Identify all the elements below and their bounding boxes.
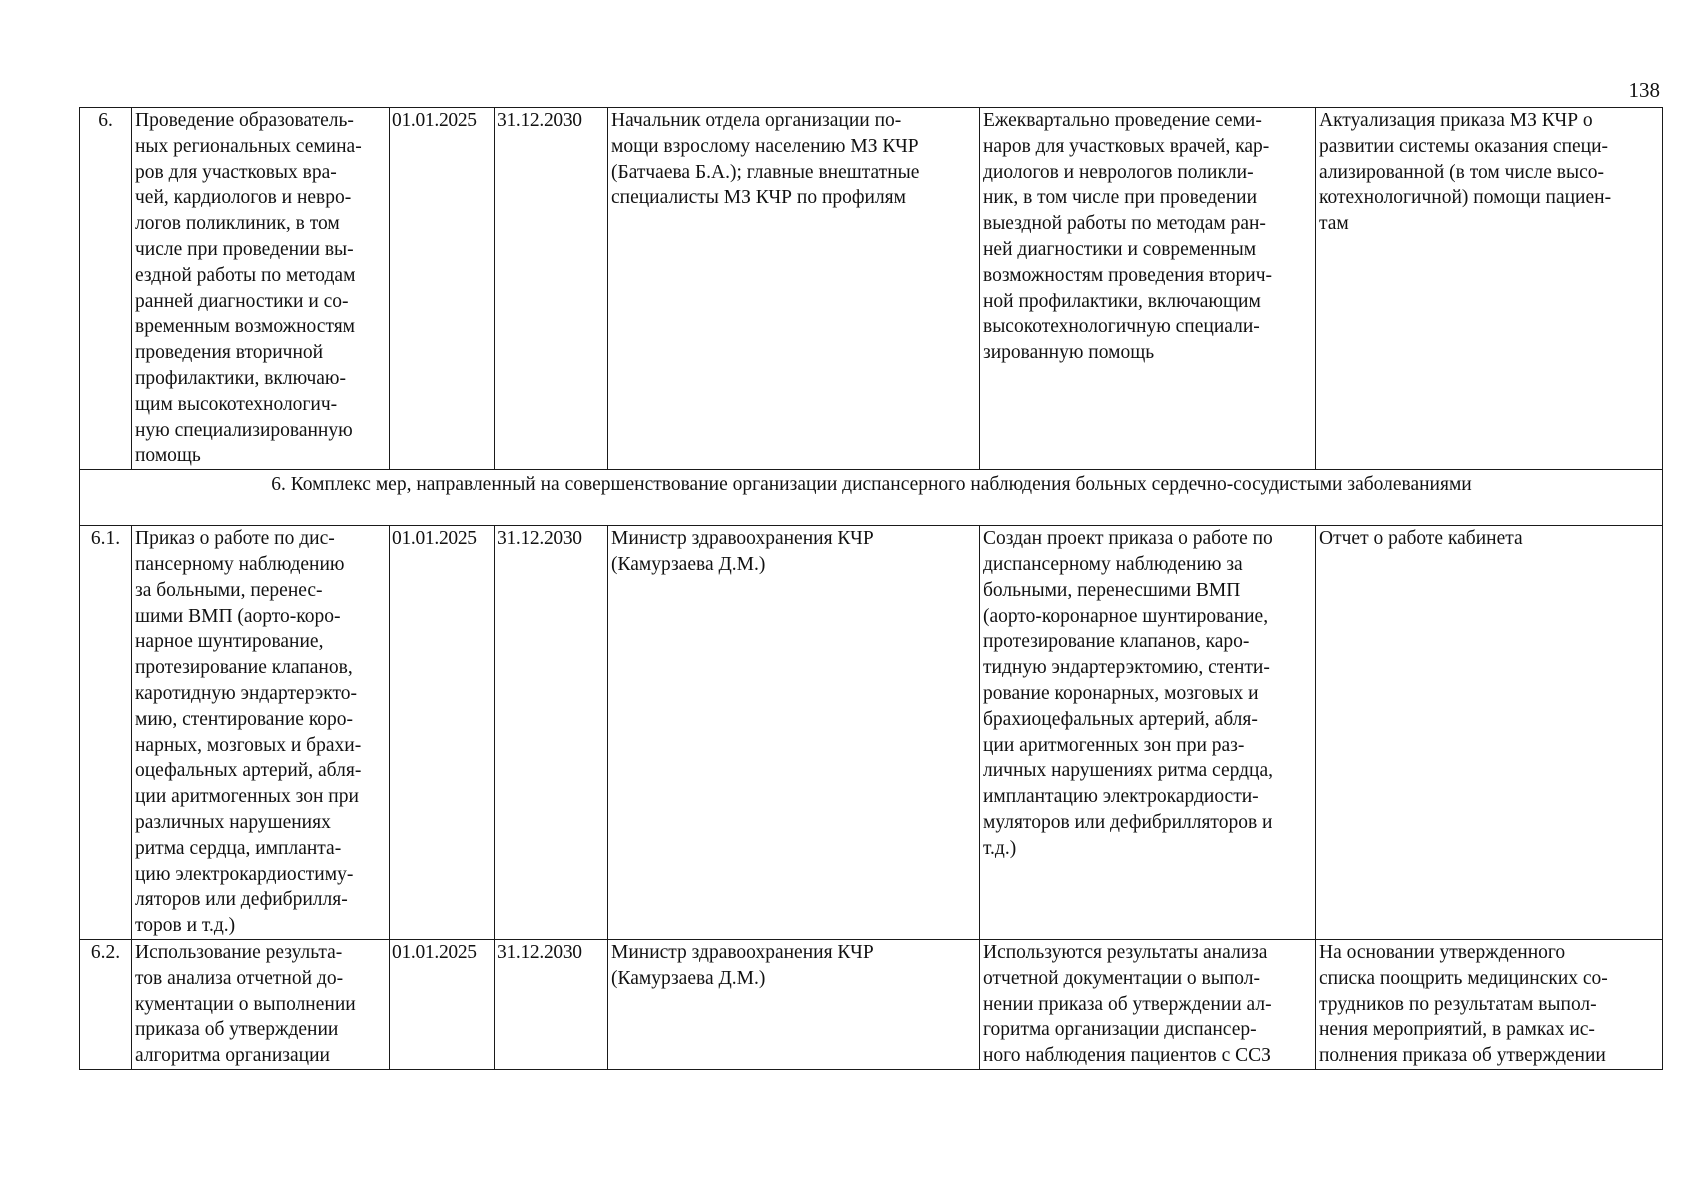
table-row — [80, 526, 1663, 940]
end-date-cell: 31.12.2030 — [495, 108, 608, 470]
table-row — [80, 108, 1663, 470]
activity-cell: Использование результа- тов анализа отчетной до- кументации о выполнении приказа об утверждении алгоритма организации — [132, 939, 390, 1069]
result-cell: Создан проект приказа о работе по диспансерному наблюдению за больными, перенесшими ВМП (аорто-коронарное шунтирование, протезирование клапанов, каро- тидную эндартерэктомию, стенти- рование коронарных, мозговых и брахиоцефальных артерий, абля- ции аритмогенных зон при раз- личных нарушениях ритма сердца, имплантацию электрокардиости- муляторов или дефибрилляторов и т.д.) — [980, 526, 1316, 940]
end-date-cell: 31.12.2030 — [495, 526, 608, 940]
activity-cell: Проведение образователь- ных региональных семина- ров для участковых вра- чей, кардиологов и невро- логов поликлиник, в том числе при проведении вы- ездной работы по методам ранней диагностики и со- временным возможностям проведения вторичной профилактики, включаю- щим высокотехнологич- ную специализированную помощь — [132, 108, 390, 470]
control-cell: Актуализация приказа МЗ КЧР о развитии системы оказания специ- ализированной (в том числе высо- котехнологичной) помощи пациен- там — [1316, 108, 1663, 470]
page-number: 138 — [1628, 78, 1660, 102]
row-number: 6. — [80, 108, 132, 470]
measures-table — [79, 107, 1663, 1070]
control-cell: На основании утвержденного списка поощрить медицинских со- трудников по результатам выпол- нения мероприятий, в рамках ис- полнения приказа об утверждении — [1316, 939, 1663, 1069]
responsible-cell: Министр здравоохранения КЧР (Камурзаева Д.М.) — [608, 526, 980, 940]
responsible-cell: Министр здравоохранения КЧР (Камурзаева Д.М.) — [608, 939, 980, 1069]
result-cell: Ежеквартально проведение семи- наров для участковых врачей, кар- диологов и неврологов поликли- ник, в том числе при проведении выездной работы по методам ран- ней диагностики и современным возможностям проведения вторич- ной профилактики, включающим высокотехнологичную специали- зированную помощь — [980, 108, 1316, 470]
table-row — [80, 939, 1663, 1069]
responsible-cell: Начальник отдела организации по- мощи взрослому населению МЗ КЧР (Батчаева Б.А.); главные внештатные специалисты МЗ КЧР по профилям — [608, 108, 980, 470]
row-number: 6.2. — [80, 939, 132, 1069]
row-number: 6.1. — [80, 526, 132, 940]
start-date-cell: 01.01.2025 — [390, 939, 495, 1069]
control-cell: Отчет о работе кабинета — [1316, 526, 1663, 940]
start-date-cell: 01.01.2025 — [390, 108, 495, 470]
activity-cell: Приказ о работе по дис- пансерному наблюдению за больными, перенес- шими ВМП (аорто-коро- нарное шунтирование, протезирование клапанов, каротидную эндартерэкто- мию, стентирование коро- нарных, мозговых и брахи- оцефальных артерий, абля- ции аритмогенных зон при различных нарушениях ритма сердца, импланта- цию электрокардиостиму- ляторов или дефибрилля- торов и т.д.) — [132, 526, 390, 940]
start-date-cell: 01.01.2025 — [390, 526, 495, 940]
section-row — [80, 470, 1663, 526]
result-cell: Используются результаты анализа отчетной документации о выпол- нении приказа об утверждении ал- горитма организации диспансер- ного наблюдения пациентов с ССЗ — [980, 939, 1316, 1069]
end-date-cell: 31.12.2030 — [495, 939, 608, 1069]
section-title: 6. Комплекс мер, направленный на совершенствование организации диспансерного наблюдения больных сердечно-сосудистыми заболеваниями — [80, 470, 1663, 526]
